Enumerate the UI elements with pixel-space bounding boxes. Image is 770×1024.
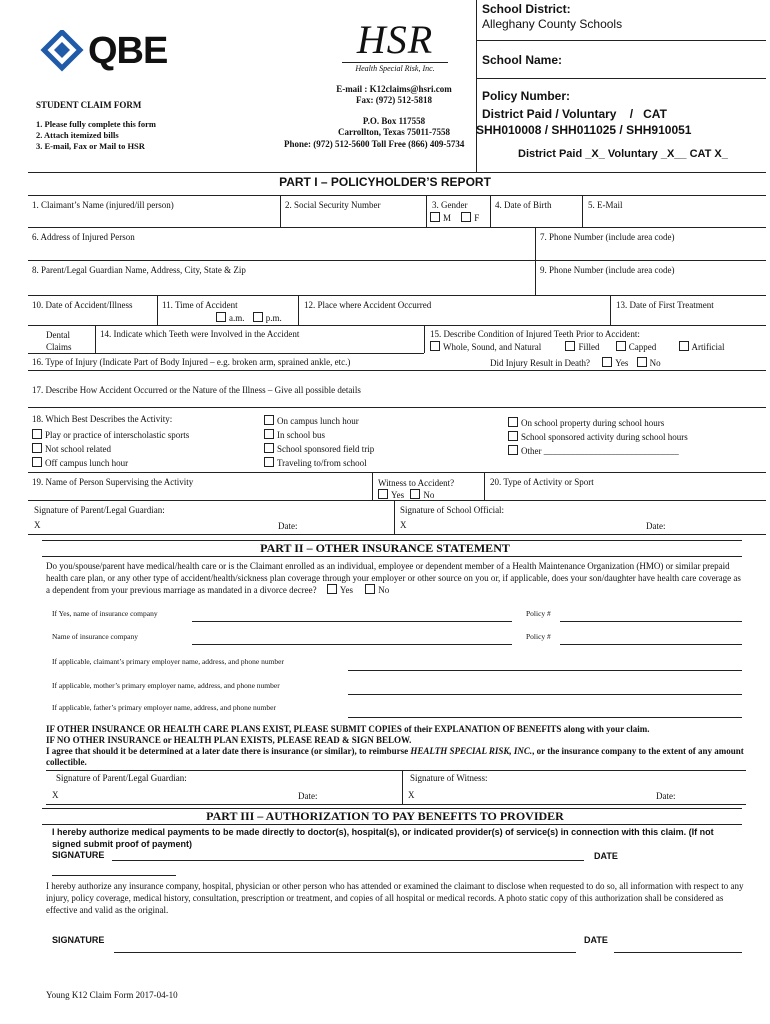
- p3-date-label: DATE: [594, 851, 618, 861]
- school-district-value: Alleghany County Schools: [482, 17, 623, 31]
- qbe-wordmark: QBE: [88, 30, 168, 72]
- am-label: a.m.: [229, 313, 245, 323]
- death-yes-label: Yes: [615, 358, 629, 368]
- teeth-artificial-checkbox[interactable]: [679, 341, 689, 351]
- act-sports-checkbox[interactable]: [32, 429, 42, 439]
- act-traveling-checkbox[interactable]: [264, 457, 274, 467]
- first-treatment-field[interactable]: 13. Date of First Treatment: [616, 300, 714, 310]
- act-property-label: On school property during school hours: [521, 418, 665, 428]
- guardian-field[interactable]: 8. Parent/Legal Guardian Name, Address, City, State & Zip: [32, 265, 246, 275]
- witness-no-checkbox[interactable]: [410, 489, 420, 499]
- qbe-emblem-icon: [40, 30, 84, 74]
- death-yes-checkbox[interactable]: [602, 357, 612, 367]
- witness-question: [378, 477, 454, 501]
- claims-text: Claims: [46, 342, 72, 352]
- teeth-whole-checkbox[interactable]: [430, 341, 440, 351]
- sig-guardian-label: Signature of Parent/Legal Guardian:: [34, 505, 165, 515]
- act-field-trip-checkbox[interactable]: [264, 443, 274, 453]
- teeth-condition-label: 15. Describe Condition of Injured Teeth Prior to Accident:: [430, 329, 640, 339]
- form-title: STUDENT CLAIM FORM: [36, 100, 142, 110]
- teeth-involved-field[interactable]: 14. Indicate which Teeth were Involved in the Accident: [100, 329, 300, 339]
- qbe-logo: [40, 30, 170, 74]
- act-not-school-checkbox[interactable]: [32, 443, 42, 453]
- instruction-step-1: 1. Please fully complete this form: [36, 119, 156, 129]
- contact-phone: Phone: (972) 512-5600 Toll Free (866) 409-5734: [284, 139, 465, 149]
- sig-official-date[interactable]: Date:: [646, 521, 666, 531]
- contact-email: E-mail : K12claims@hsri.com: [336, 84, 452, 94]
- p2-sig-guardian-x[interactable]: X: [52, 790, 59, 800]
- act-sponsored-label: School sponsored activity during school hours: [521, 432, 688, 442]
- activity-col3: [508, 416, 688, 458]
- teeth-filled-label: Filled: [578, 342, 600, 352]
- employer-claimant-label: If applicable, claimant’s primary employer name, address, and phone number: [52, 657, 285, 666]
- act-bus-label: In school bus: [277, 430, 325, 440]
- teeth-condition-options: [430, 341, 725, 352]
- part2-notice: [46, 724, 746, 768]
- part2-title: PART II – OTHER INSURANCE STATEMENT: [260, 541, 510, 555]
- act-sponsored-checkbox[interactable]: [508, 431, 518, 441]
- death-question-label: Did Injury Result in Death?: [490, 358, 590, 368]
- policy-1-label: Policy #: [526, 609, 551, 618]
- act-property-checkbox[interactable]: [508, 417, 518, 427]
- sig-official-label: Signature of School Official:: [400, 505, 505, 515]
- p3-signature2-line[interactable]: [114, 952, 576, 953]
- ins-company-yes-line[interactable]: [192, 621, 512, 622]
- act-other-label: Other ______________________________: [521, 446, 679, 456]
- time-options: [216, 312, 282, 323]
- employer-mother-line[interactable]: [348, 694, 742, 695]
- policy-1-line[interactable]: [560, 621, 742, 622]
- contact-block: [284, 84, 504, 138]
- ssn-field[interactable]: 2. Social Security Number: [285, 200, 381, 210]
- policy-numbers: SHH010008 / SHH011025 / SHH910051: [476, 123, 692, 137]
- hsr-wordmark: HSR: [356, 17, 434, 62]
- gender-m-checkbox[interactable]: [430, 212, 440, 222]
- activity-label: 18. Which Best Describes the Activity:: [32, 414, 173, 424]
- instruction-step-3: 3. E-mail, Fax or Mail to HSR: [36, 141, 145, 151]
- p3-date2-line[interactable]: [614, 952, 742, 953]
- p2-sig-witness-date[interactable]: Date:: [656, 791, 676, 801]
- instruction-step-2: 2. Attach itemized bills: [36, 130, 119, 140]
- notice-line-2: IF NO OTHER INSURANCE or HEALTH PLAN EXISTS, PLEASE READ & SIGN BELOW.: [46, 735, 412, 745]
- accident-place-field[interactable]: 12. Place where Accident Occurred: [304, 300, 432, 310]
- other-ins-no-checkbox[interactable]: [365, 584, 375, 594]
- p3-date2-label: DATE: [584, 935, 608, 945]
- act-other-checkbox[interactable]: [508, 445, 518, 455]
- other-ins-no-label: No: [378, 585, 390, 595]
- school-name-label: School Name:: [482, 53, 563, 67]
- teeth-capped-checkbox[interactable]: [616, 341, 626, 351]
- employer-claimant-line[interactable]: [348, 670, 742, 671]
- accident-date-field[interactable]: 10. Date of Accident/Illness: [32, 300, 133, 310]
- hsr-subtitle: Health Special Risk, Inc.: [355, 64, 435, 73]
- witness-label: Witness to Accident?: [378, 478, 455, 488]
- guardian-phone-field[interactable]: 9. Phone Number (include area code): [540, 265, 675, 275]
- ins-company-yes-label: If Yes, name of insurance company: [52, 609, 158, 618]
- policy-number-label: Policy Number:: [482, 89, 571, 103]
- activity-col1: [32, 428, 189, 470]
- part2-paragraph: [46, 560, 746, 596]
- activity-type-field[interactable]: 20. Type of Activity or Sport: [490, 477, 594, 487]
- policy-2-line[interactable]: [560, 644, 742, 645]
- gender-m-label: M: [443, 213, 452, 223]
- dob-field[interactable]: 4. Date of Birth: [495, 200, 552, 210]
- act-not-school-label: Not school related: [45, 444, 111, 454]
- other-ins-yes-checkbox[interactable]: [327, 584, 337, 594]
- pm-label: p.m.: [265, 313, 282, 323]
- policy-marks: District Paid _X_ Voluntary _X__ CAT X_: [518, 148, 728, 160]
- policy-types: District Paid / Voluntary / CAT: [482, 107, 667, 121]
- teeth-artificial-label: Artificial: [691, 342, 725, 352]
- act-on-campus-checkbox[interactable]: [264, 415, 274, 425]
- notice-line-3: I agree that should it be determined at a later date there is insurance (or similar), to reimburse HEALTH SPECIAL RISK, INC., or the insurance company to the extent of any amount collectible.: [46, 746, 744, 767]
- claimant-name-field[interactable]: 1. Claimant’s Name (injured/ill person): [32, 200, 174, 210]
- act-bus-checkbox[interactable]: [264, 429, 274, 439]
- accident-description-field[interactable]: 17. Describe How Accident Occurred or the Nature of the Illness – Give all possible details: [32, 385, 361, 395]
- instructions: [36, 100, 156, 152]
- death-question: [490, 357, 661, 368]
- contact-po-box: P.O. Box 117558: [362, 116, 426, 126]
- dental-label: [46, 329, 72, 353]
- p2-sig-guardian-label: Signature of Parent/Legal Guardian:: [56, 773, 187, 783]
- witness-yes-label: Yes: [391, 490, 405, 500]
- phone-field[interactable]: 7. Phone Number (include area code): [540, 232, 675, 242]
- act-off-campus-checkbox[interactable]: [32, 457, 42, 467]
- form-footer-id: Young K12 Claim Form 2017-04-10: [46, 990, 178, 1000]
- address-field[interactable]: 6. Address of Injured Person: [32, 232, 135, 242]
- employer-father-label: If applicable, father’s primary employer name, address, and phone number: [52, 703, 276, 712]
- p3-signature2-label: SIGNATURE: [52, 935, 105, 945]
- witness-yes-checkbox[interactable]: [378, 489, 388, 499]
- p2-sig-witness-x[interactable]: X: [408, 790, 415, 800]
- supervisor-field[interactable]: 19. Name of Person Supervising the Activity: [32, 477, 194, 487]
- p3-signature-label: SIGNATURE: [52, 850, 105, 860]
- death-no-checkbox[interactable]: [637, 357, 647, 367]
- teeth-whole-label: Whole, Sound, and Natural: [443, 342, 542, 352]
- gender-options: [430, 212, 479, 223]
- accident-time-field[interactable]: 11. Time of Accident: [162, 300, 238, 310]
- act-field-trip-label: School sponsored field trip: [277, 444, 375, 454]
- injury-type-field[interactable]: 16. Type of Injury (Indicate Part of Body Injured – e.g. broken arm, sprained ankle, etc.): [32, 357, 351, 367]
- p2-sig-guardian-date[interactable]: Date:: [298, 791, 318, 801]
- ins-company-label: Name of insurance company: [52, 632, 139, 641]
- ins-company-line[interactable]: [192, 644, 512, 645]
- gender-f-label: F: [474, 213, 480, 223]
- act-off-campus-label: Off campus lunch hour: [45, 458, 129, 468]
- employer-father-line[interactable]: [348, 717, 742, 718]
- p2-sig-witness-label: Signature of Witness:: [410, 773, 488, 783]
- activity-col2: [264, 414, 374, 470]
- act-sports-label: Play or practice of interscholastic sports: [45, 430, 190, 440]
- dental-text: Dental: [46, 330, 70, 340]
- death-no-label: No: [649, 358, 661, 368]
- part2-question: Do you/spouse/parent have medical/health care or is the Claimant enrolled as an individual, employee or dependent member of a Health Maintenance Organization (HMO) or similar prepaid health care plan, or any other type of accident/health/sickness plan coverage through your employer or other source on you or, if applicable, does your son/daughter have health care coverage as a dependent from your previous marriage as mandated in a divorce decree?: [46, 561, 741, 595]
- part1-title: PART I – POLICYHOLDER’S REPORT: [279, 175, 491, 189]
- gender-f-checkbox[interactable]: [461, 212, 471, 222]
- teeth-filled-checkbox[interactable]: [565, 341, 575, 351]
- part3-auth1: I hereby authorize medical payments to be made directly to doctor(s), hospital(s), or indicated provider(s) of service(s) in connection with this claim. (If not signed submit proof of payment): [52, 827, 714, 849]
- sig-guardian-x[interactable]: X: [34, 520, 41, 530]
- notice-line-1: IF OTHER INSURANCE OR HEALTH CARE PLANS EXIST, PLEASE SUBMIT COPIES of their EXPLANATION OF BENEFITS along with your claim.: [46, 724, 650, 734]
- hsr-logo: [340, 17, 450, 76]
- teeth-capped-label: Capped: [628, 342, 657, 352]
- part3-auth2: I hereby authorize any insurance company, hospital, physician or other person who has attended or examined the claimant to disclose when requested to do so, all information with respect to any injury, policy coverage, medical history, consultation, prescription or treatment, and copies of all hospital or medical records. A photo static copy of this authorization shall be considered as effective and valid as the original.: [46, 881, 744, 915]
- contact-fax: Fax: (972) 512-5818: [356, 95, 432, 105]
- sig-official-x[interactable]: X: [400, 520, 407, 530]
- am-checkbox[interactable]: [216, 312, 226, 322]
- gender-label: 3. Gender: [432, 200, 468, 210]
- contact-city: Carrollton, Texas 75011-7558: [337, 127, 451, 137]
- school-district-label: School District:: [482, 2, 571, 16]
- p3-signature-line[interactable]: [112, 860, 584, 861]
- act-traveling-label: Traveling to/from school: [277, 458, 367, 468]
- employer-mother-label: If applicable, mother’s primary employer name, address, and phone number: [52, 681, 280, 690]
- pm-checkbox[interactable]: [253, 312, 263, 322]
- witness-no-label: No: [423, 490, 435, 500]
- other-ins-yes-label: Yes: [339, 585, 353, 595]
- policy-2-label: Policy #: [526, 632, 551, 641]
- email-field[interactable]: 5. E-Mail: [588, 200, 623, 210]
- part3-title: PART III – AUTHORIZATION TO PAY BENEFITS TO PROVIDER: [206, 809, 564, 823]
- act-on-campus-label: On campus lunch hour: [277, 416, 359, 426]
- sig-guardian-date[interactable]: Date:: [278, 521, 298, 531]
